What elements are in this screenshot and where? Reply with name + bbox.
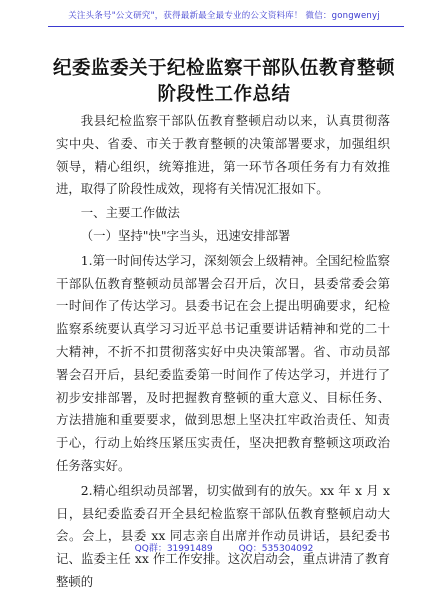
body-paragraph-item-1: 1.第一时间传达学习，深刻领会上级精神。全国纪检监察干部队伍教育整顿动员部署会召开后，次日，县委常委会第一时间作了传达学习。县委书记在会上提出明确要求，纪检监察系统要认真学习习近平总书记重要讲话精神和党的二十大精神，不折不扣贯彻落实好中央决策部署。省、市动员部署会召开后，县纪委监委第一时间作了传达学习，并进行了初步安排部署，及时把握教育整顿的重大意义、目标任务、方法措施和重要要求，做到思想上坚决扛牢政治责任、知责于心，行动上始终压紧压实责任，坚决把教育整顿这项政治任务落实好。 [56,252,390,473]
footer-qq: QQ：535304092 [238,544,314,554]
subsection-heading: （一）坚持"快"字当头，迅速安排部署 [80,227,291,243]
section-heading: 一、主要工作做法 [80,205,180,221]
footer-qq-group: QQ群：31991489 [134,544,213,554]
intro-paragraph: 我县纪检监察干部队伍教育整顿启动以来，认真贯彻落实中央、省委、市关于教育整顿的决策部署要求，加强组织领导，精心组织，统筹推进，第一环节各项任务有力有效推进，取得了阶段性成效，现将有关情况汇报如下。 [56,113,390,197]
document-body [56,110,390,594]
document-title-line-1: 纪委监委关于纪检监察干部队伍教育整顿 [52,58,395,79]
footer-contact [0,541,448,554]
body-paragraph-item-2: 2.精心组织动员部署，切实做到有的放矢。xx 年 x 月 x 日，县纪委监委召开全县纪检监察干部队伍教育整顿启动大会。会上，县委 xx 同志亲自出席并作动员讲话，县纪委书记、监委主任 xx 作工作安排。这次启动会，重点讲清了教育整顿的 [56,482,390,589]
header-divider [48,26,404,27]
header-promo-note: 关注头条号"公文研究"，获得最新最全最专业的公文资料库！ 微信：gongwenyj [68,11,380,21]
document-title-line-2: 阶段性工作总结 [157,84,291,105]
